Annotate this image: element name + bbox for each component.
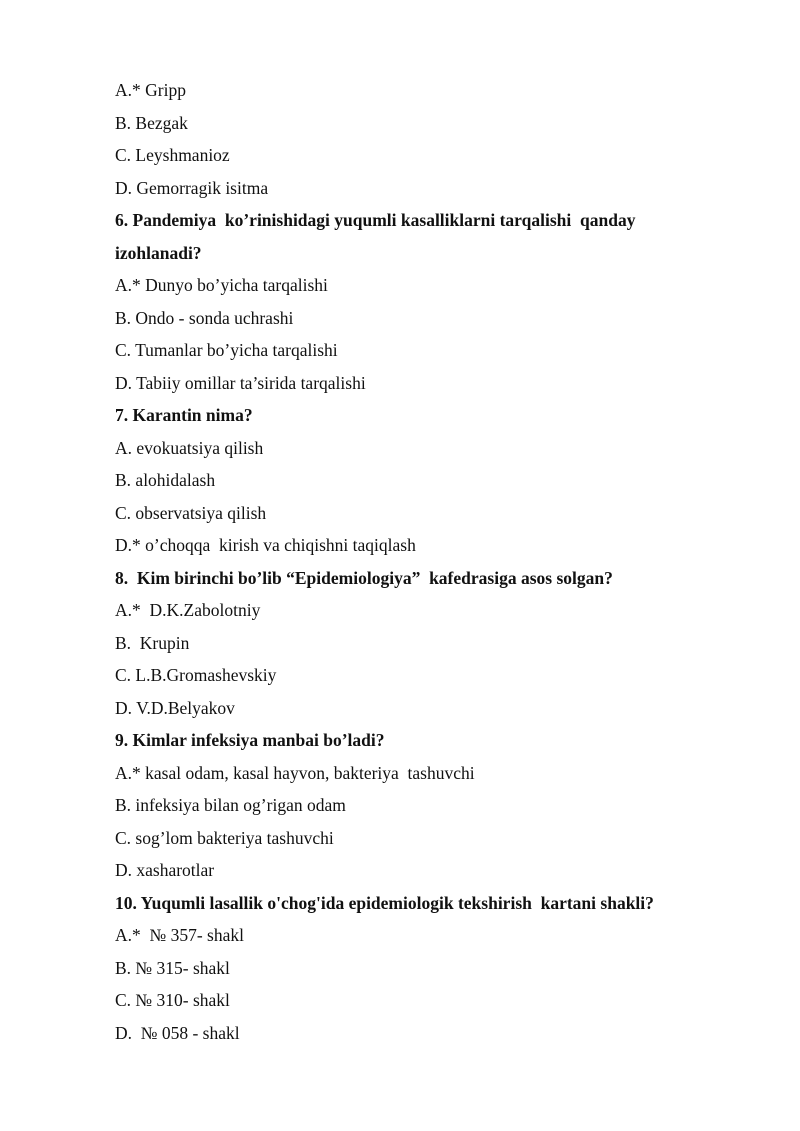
answer-option: A.* № 357- shakl [115,925,244,945]
answer-option: C. № 310- shakl [115,990,230,1010]
question-heading: 7. Karantin nima? [115,405,253,425]
answer-option: D.* o’choqqa kirish va chiqishni taqiqlash [115,535,416,555]
answer-option: C. Tumanlar bo’yicha tarqalishi [115,340,338,360]
answer-option: A.* Gripp [115,80,186,100]
answer-option: A.* kasal odam, kasal hayvon, bakteriya tashuvchi [115,762,475,783]
question-heading: 9. Kimlar infeksiya manbai bo’ladi? [115,730,385,750]
answer-option: D. xasharotlar [115,860,215,880]
answer-option: D. V.D.Belyakov [115,697,235,718]
answer-option: C. observatsiya qilish [115,502,267,523]
answer-option: A.* Dunyo bo’yicha tarqalishi [115,275,328,295]
answer-option: C. sog’lom bakteriya tashuvchi [115,827,334,848]
document-page [115,74,755,1049]
answer-option: C. Leyshmanioz [115,145,230,165]
answer-option: B. Ondo - sonda uchrashi [115,307,294,328]
answer-option: C. L.B.Gromashevskiy [115,665,277,685]
question-heading: 10. Yuqumli lasallik o'chog'ida epidemiologik tekshirish kartani shakli? [115,892,654,913]
answer-option: A.* D.K.Zabolotniy [115,600,261,620]
answer-option: D. № 058 - shakl [115,1022,240,1043]
answer-option: D. Tabiiy omillar ta’sirida tarqalishi [115,372,366,393]
answer-option: B. alohidalash [115,470,216,490]
answer-option: D. Gemorragik isitma [115,177,269,198]
answer-option: A. evokuatsiya qilish [115,437,264,458]
answer-option: B. Krupin [115,632,190,653]
answer-option: B. infeksiya bilan og’rigan odam [115,795,346,815]
question-heading: 8. Kim birinchi bo’lib “Epidemiologiya” kafedrasiga asos solgan? [115,567,613,588]
answer-option: B. № 315- shakl [115,957,230,978]
question-heading: 6. Pandemiya ko’rinishidagi yuqumli kasalliklarni tarqalishi qanday izohlanadi? [115,210,640,263]
answer-option: B. Bezgak [115,112,188,133]
